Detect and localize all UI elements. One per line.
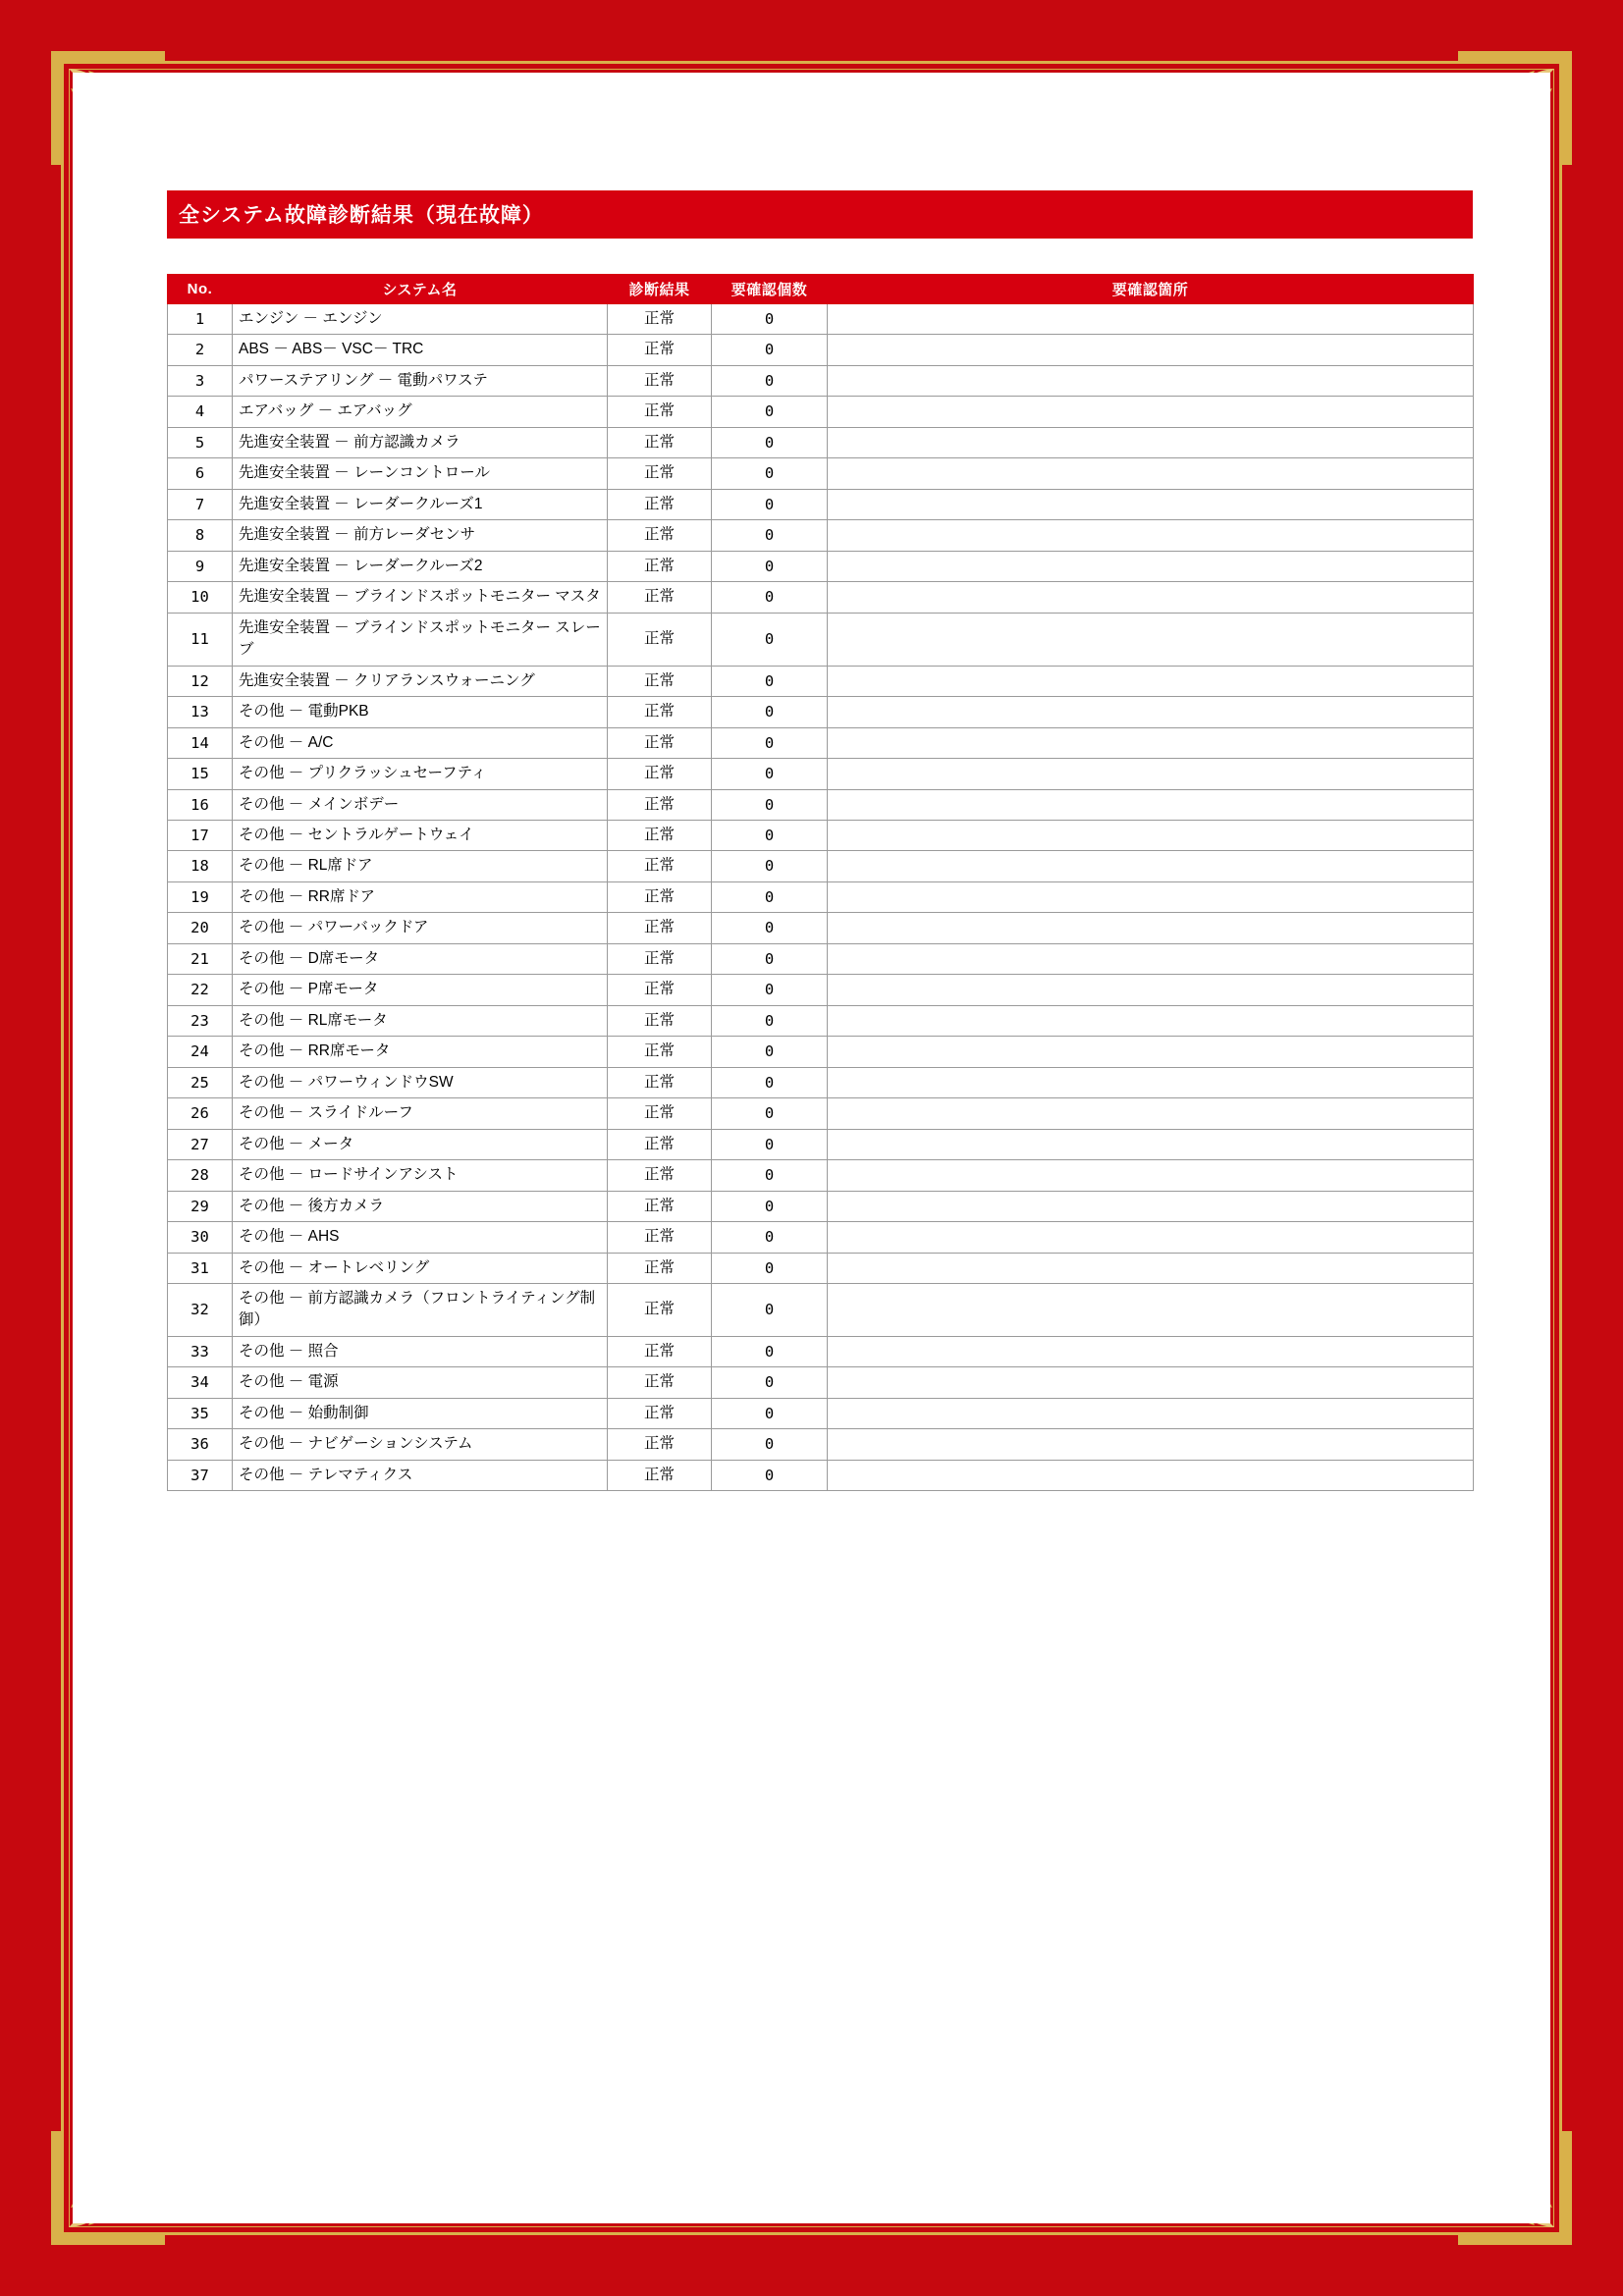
cell-system: 先進安全装置 － クリアランスウォーニング bbox=[233, 666, 608, 696]
cell-note bbox=[828, 365, 1474, 396]
table-row bbox=[168, 1222, 1474, 1253]
cell-note bbox=[828, 1253, 1474, 1283]
cell-system: その他 － D席モータ bbox=[233, 943, 608, 974]
cell-count: 0 bbox=[712, 697, 828, 727]
cell-note bbox=[828, 666, 1474, 696]
table-header-row bbox=[168, 275, 1474, 304]
cell-system: その他 － プリクラッシュセーフティ bbox=[233, 759, 608, 789]
table-row bbox=[168, 697, 1474, 727]
cell-result: 正常 bbox=[608, 1367, 712, 1398]
cell-count: 0 bbox=[712, 727, 828, 758]
cell-no: 20 bbox=[168, 913, 233, 943]
cell-system: その他 － テレマティクス bbox=[233, 1460, 608, 1490]
cell-result: 正常 bbox=[608, 820, 712, 850]
table-row bbox=[168, 1398, 1474, 1428]
cell-note bbox=[828, 489, 1474, 519]
column-header-no: No. bbox=[168, 275, 233, 304]
cell-no: 36 bbox=[168, 1429, 233, 1460]
cell-result: 正常 bbox=[608, 458, 712, 489]
cell-system: 先進安全装置 － ブラインドスポットモニター スレーブ bbox=[233, 613, 608, 666]
cell-note bbox=[828, 582, 1474, 613]
table-row bbox=[168, 1037, 1474, 1067]
cell-system: パワーステアリング － 電動パワステ bbox=[233, 365, 608, 396]
cell-no: 15 bbox=[168, 759, 233, 789]
cell-result: 正常 bbox=[608, 1191, 712, 1221]
cell-count: 0 bbox=[712, 1098, 828, 1129]
cell-result: 正常 bbox=[608, 851, 712, 881]
table-row bbox=[168, 666, 1474, 696]
cell-system: その他 － パワーウィンドウSW bbox=[233, 1067, 608, 1097]
cell-count: 0 bbox=[712, 913, 828, 943]
page-title: 全システム故障診断結果（現在故障） bbox=[167, 190, 1473, 239]
cell-note bbox=[828, 335, 1474, 365]
table-row bbox=[168, 551, 1474, 581]
cell-system: その他 － RL席ドア bbox=[233, 851, 608, 881]
cell-no: 11 bbox=[168, 613, 233, 666]
cell-no: 18 bbox=[168, 851, 233, 881]
table-row bbox=[168, 1429, 1474, 1460]
cell-system: その他 － RR席ドア bbox=[233, 881, 608, 912]
cell-system: その他 － セントラルゲートウェイ bbox=[233, 820, 608, 850]
cell-count: 0 bbox=[712, 427, 828, 457]
table-row bbox=[168, 304, 1474, 335]
cell-count: 0 bbox=[712, 943, 828, 974]
cell-no: 29 bbox=[168, 1191, 233, 1221]
cell-system: その他 － AHS bbox=[233, 1222, 608, 1253]
cell-result: 正常 bbox=[608, 727, 712, 758]
cell-no: 19 bbox=[168, 881, 233, 912]
cell-note bbox=[828, 1460, 1474, 1490]
table-row bbox=[168, 1098, 1474, 1129]
cell-count: 0 bbox=[712, 789, 828, 820]
cell-note bbox=[828, 727, 1474, 758]
cell-no: 17 bbox=[168, 820, 233, 850]
cell-count: 0 bbox=[712, 365, 828, 396]
table-row bbox=[168, 1129, 1474, 1159]
table-row bbox=[168, 1460, 1474, 1490]
cell-system: その他 － 後方カメラ bbox=[233, 1191, 608, 1221]
cell-count: 0 bbox=[712, 1336, 828, 1366]
cell-system: その他 － ナビゲーションシステム bbox=[233, 1429, 608, 1460]
cell-result: 正常 bbox=[608, 1037, 712, 1067]
cell-no: 3 bbox=[168, 365, 233, 396]
cell-count: 0 bbox=[712, 1429, 828, 1460]
cell-result: 正常 bbox=[608, 881, 712, 912]
cell-system: 先進安全装置 － 前方レーダセンサ bbox=[233, 520, 608, 551]
cell-note bbox=[828, 759, 1474, 789]
cell-result: 正常 bbox=[608, 1222, 712, 1253]
cell-no: 7 bbox=[168, 489, 233, 519]
cell-note bbox=[828, 397, 1474, 427]
cell-note bbox=[828, 975, 1474, 1005]
cell-system: その他 － RL席モータ bbox=[233, 1005, 608, 1036]
cell-note bbox=[828, 913, 1474, 943]
table-header bbox=[168, 275, 1474, 304]
table-row bbox=[168, 335, 1474, 365]
cell-no: 28 bbox=[168, 1160, 233, 1191]
cell-result: 正常 bbox=[608, 427, 712, 457]
table-row bbox=[168, 582, 1474, 613]
cell-system: その他 － メインボデー bbox=[233, 789, 608, 820]
table-row bbox=[168, 913, 1474, 943]
cell-no: 4 bbox=[168, 397, 233, 427]
cell-no: 22 bbox=[168, 975, 233, 1005]
cell-result: 正常 bbox=[608, 1098, 712, 1129]
cell-result: 正常 bbox=[608, 304, 712, 335]
table-row bbox=[168, 1336, 1474, 1366]
cell-no: 6 bbox=[168, 458, 233, 489]
cell-count: 0 bbox=[712, 613, 828, 666]
table-row bbox=[168, 613, 1474, 666]
cell-no: 5 bbox=[168, 427, 233, 457]
cell-note bbox=[828, 1429, 1474, 1460]
cell-note bbox=[828, 427, 1474, 457]
cell-no: 12 bbox=[168, 666, 233, 696]
cell-no: 32 bbox=[168, 1284, 233, 1337]
cell-count: 0 bbox=[712, 851, 828, 881]
column-header-result: 診断結果 bbox=[608, 275, 712, 304]
cell-note bbox=[828, 881, 1474, 912]
cell-system: 先進安全装置 － レーンコントロール bbox=[233, 458, 608, 489]
cell-note bbox=[828, 1222, 1474, 1253]
table-row bbox=[168, 1067, 1474, 1097]
report-content bbox=[167, 190, 1473, 1491]
cell-result: 正常 bbox=[608, 1129, 712, 1159]
cell-count: 0 bbox=[712, 582, 828, 613]
cell-count: 0 bbox=[712, 1191, 828, 1221]
table-row bbox=[168, 397, 1474, 427]
cell-system: その他 － ロードサインアシスト bbox=[233, 1160, 608, 1191]
cell-note bbox=[828, 520, 1474, 551]
cell-system: その他 － 電動PKB bbox=[233, 697, 608, 727]
cell-note bbox=[828, 789, 1474, 820]
cell-no: 1 bbox=[168, 304, 233, 335]
cell-count: 0 bbox=[712, 551, 828, 581]
cell-count: 0 bbox=[712, 1067, 828, 1097]
cell-no: 21 bbox=[168, 943, 233, 974]
cell-result: 正常 bbox=[608, 582, 712, 613]
cell-result: 正常 bbox=[608, 789, 712, 820]
table-row bbox=[168, 1160, 1474, 1191]
cell-system: その他 － 照合 bbox=[233, 1336, 608, 1366]
table-row bbox=[168, 1005, 1474, 1036]
cell-system: その他 － 始動制御 bbox=[233, 1398, 608, 1428]
cell-result: 正常 bbox=[608, 397, 712, 427]
cell-note bbox=[828, 1160, 1474, 1191]
cell-note bbox=[828, 304, 1474, 335]
table-row bbox=[168, 943, 1474, 974]
cell-no: 34 bbox=[168, 1367, 233, 1398]
cell-count: 0 bbox=[712, 1222, 828, 1253]
cell-count: 0 bbox=[712, 489, 828, 519]
cell-no: 24 bbox=[168, 1037, 233, 1067]
cell-system: 先進安全装置 － レーダークルーズ1 bbox=[233, 489, 608, 519]
cell-result: 正常 bbox=[608, 1284, 712, 1337]
cell-result: 正常 bbox=[608, 365, 712, 396]
cell-result: 正常 bbox=[608, 1460, 712, 1490]
cell-count: 0 bbox=[712, 304, 828, 335]
cell-system: その他 － スライドルーフ bbox=[233, 1098, 608, 1129]
cell-note bbox=[828, 1336, 1474, 1366]
cell-count: 0 bbox=[712, 520, 828, 551]
table-row bbox=[168, 458, 1474, 489]
cell-result: 正常 bbox=[608, 551, 712, 581]
column-header-system: システム名 bbox=[233, 275, 608, 304]
cell-note bbox=[828, 851, 1474, 881]
cell-no: 14 bbox=[168, 727, 233, 758]
table-row bbox=[168, 365, 1474, 396]
cell-result: 正常 bbox=[608, 1005, 712, 1036]
cell-note bbox=[828, 1284, 1474, 1337]
cell-no: 30 bbox=[168, 1222, 233, 1253]
cell-note bbox=[828, 943, 1474, 974]
cell-note bbox=[828, 1098, 1474, 1129]
table-row bbox=[168, 1284, 1474, 1337]
cell-system: その他 － 電源 bbox=[233, 1367, 608, 1398]
cell-system: エアバッグ － エアバッグ bbox=[233, 397, 608, 427]
cell-system: ABS － ABS－ VSC－ TRC bbox=[233, 335, 608, 365]
cell-count: 0 bbox=[712, 975, 828, 1005]
cell-note bbox=[828, 458, 1474, 489]
cell-no: 37 bbox=[168, 1460, 233, 1490]
cell-no: 9 bbox=[168, 551, 233, 581]
table-row bbox=[168, 1253, 1474, 1283]
cell-result: 正常 bbox=[608, 520, 712, 551]
paper-area bbox=[73, 73, 1550, 2223]
cell-result: 正常 bbox=[608, 759, 712, 789]
cell-note bbox=[828, 551, 1474, 581]
column-header-count: 要確認個数 bbox=[712, 275, 828, 304]
cell-note bbox=[828, 1367, 1474, 1398]
table-row bbox=[168, 520, 1474, 551]
cell-count: 0 bbox=[712, 458, 828, 489]
cell-no: 25 bbox=[168, 1067, 233, 1097]
table-row bbox=[168, 851, 1474, 881]
cell-no: 31 bbox=[168, 1253, 233, 1283]
table-row bbox=[168, 1367, 1474, 1398]
cell-no: 35 bbox=[168, 1398, 233, 1428]
cell-result: 正常 bbox=[608, 335, 712, 365]
cell-no: 13 bbox=[168, 697, 233, 727]
diagnostics-table bbox=[167, 274, 1474, 1491]
column-header-note: 要確認箇所 bbox=[828, 275, 1474, 304]
cell-result: 正常 bbox=[608, 1336, 712, 1366]
cell-system: エンジン － エンジン bbox=[233, 304, 608, 335]
cell-count: 0 bbox=[712, 1129, 828, 1159]
table-row bbox=[168, 489, 1474, 519]
cell-result: 正常 bbox=[608, 1429, 712, 1460]
cell-count: 0 bbox=[712, 397, 828, 427]
cell-no: 16 bbox=[168, 789, 233, 820]
cell-system: その他 － オートレベリング bbox=[233, 1253, 608, 1283]
table-body bbox=[168, 304, 1474, 1491]
cell-count: 0 bbox=[712, 759, 828, 789]
cell-count: 0 bbox=[712, 1398, 828, 1428]
cell-no: 10 bbox=[168, 582, 233, 613]
cell-note bbox=[828, 1005, 1474, 1036]
cell-system: 先進安全装置 － 前方認識カメラ bbox=[233, 427, 608, 457]
cell-result: 正常 bbox=[608, 666, 712, 696]
table-row bbox=[168, 427, 1474, 457]
cell-system: その他 － 前方認識カメラ（フロントライティング制御） bbox=[233, 1284, 608, 1337]
cell-count: 0 bbox=[712, 1284, 828, 1337]
cell-count: 0 bbox=[712, 1005, 828, 1036]
cell-note bbox=[828, 1129, 1474, 1159]
table-row bbox=[168, 1191, 1474, 1221]
table-row bbox=[168, 789, 1474, 820]
cell-result: 正常 bbox=[608, 613, 712, 666]
cell-note bbox=[828, 697, 1474, 727]
cell-note bbox=[828, 1037, 1474, 1067]
cell-no: 33 bbox=[168, 1336, 233, 1366]
cell-system: 先進安全装置 － レーダークルーズ2 bbox=[233, 551, 608, 581]
cell-result: 正常 bbox=[608, 1067, 712, 1097]
cell-result: 正常 bbox=[608, 1160, 712, 1191]
cell-result: 正常 bbox=[608, 1253, 712, 1283]
cell-note bbox=[828, 1398, 1474, 1428]
cell-no: 23 bbox=[168, 1005, 233, 1036]
cell-note bbox=[828, 820, 1474, 850]
cell-system: その他 － P席モータ bbox=[233, 975, 608, 1005]
table-row bbox=[168, 759, 1474, 789]
cell-count: 0 bbox=[712, 881, 828, 912]
cell-note bbox=[828, 1067, 1474, 1097]
cell-no: 2 bbox=[168, 335, 233, 365]
cell-no: 26 bbox=[168, 1098, 233, 1129]
table-row bbox=[168, 881, 1474, 912]
cell-count: 0 bbox=[712, 1367, 828, 1398]
cell-count: 0 bbox=[712, 1253, 828, 1283]
cell-system: その他 － パワーバックドア bbox=[233, 913, 608, 943]
table-row bbox=[168, 820, 1474, 850]
cell-result: 正常 bbox=[608, 489, 712, 519]
cell-count: 0 bbox=[712, 335, 828, 365]
cell-system: その他 － メータ bbox=[233, 1129, 608, 1159]
cell-count: 0 bbox=[712, 1160, 828, 1191]
cell-system: 先進安全装置 － ブラインドスポットモニター マスタ bbox=[233, 582, 608, 613]
cell-system: その他 － A/C bbox=[233, 727, 608, 758]
cell-count: 0 bbox=[712, 666, 828, 696]
cell-result: 正常 bbox=[608, 1398, 712, 1428]
cell-no: 8 bbox=[168, 520, 233, 551]
cell-note bbox=[828, 613, 1474, 666]
cell-note bbox=[828, 1191, 1474, 1221]
table-row bbox=[168, 727, 1474, 758]
cell-result: 正常 bbox=[608, 697, 712, 727]
table-row bbox=[168, 975, 1474, 1005]
cell-count: 0 bbox=[712, 820, 828, 850]
cell-result: 正常 bbox=[608, 913, 712, 943]
cell-count: 0 bbox=[712, 1460, 828, 1490]
cell-count: 0 bbox=[712, 1037, 828, 1067]
cell-system: その他 － RR席モータ bbox=[233, 1037, 608, 1067]
cell-result: 正常 bbox=[608, 943, 712, 974]
cell-no: 27 bbox=[168, 1129, 233, 1159]
cell-result: 正常 bbox=[608, 975, 712, 1005]
